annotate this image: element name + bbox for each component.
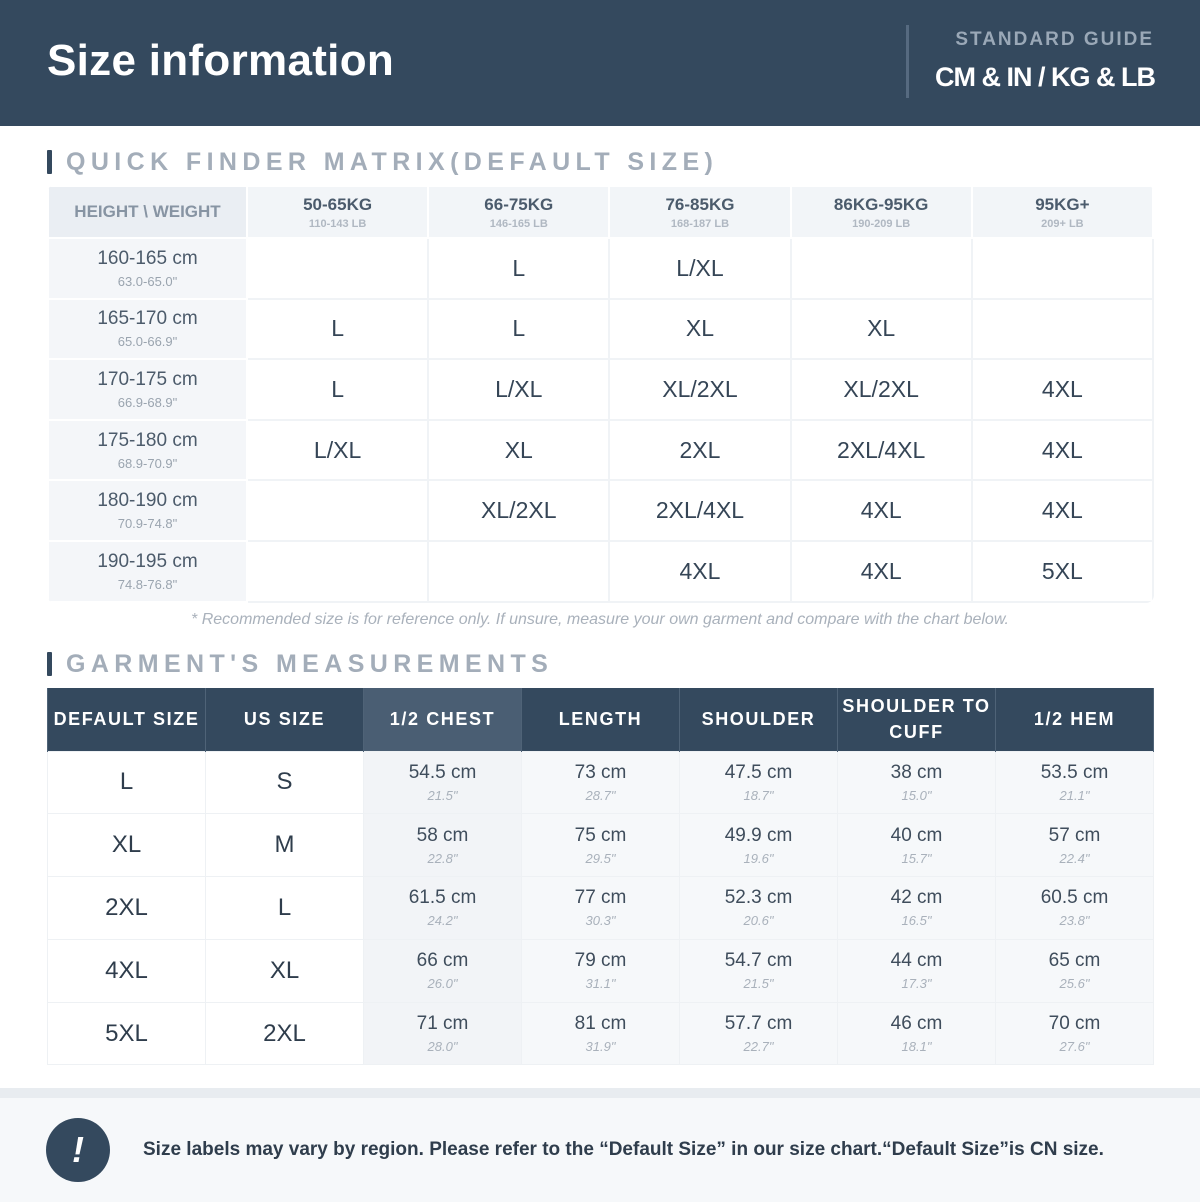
value-cm: 49.9 cm	[724, 824, 793, 846]
default-size-cell: 4XL	[48, 939, 206, 1002]
table-row	[48, 814, 1154, 877]
weight-kg: 76-85KG	[665, 194, 735, 214]
value-in: 17.3"	[901, 976, 932, 992]
measure-cell	[996, 751, 1154, 814]
matrix-row	[48, 420, 1153, 481]
value-cm: 52.3 cm	[724, 887, 793, 909]
value-cm: 79 cm	[574, 950, 627, 972]
measure-cell	[838, 877, 996, 940]
us-size-cell: XL	[206, 939, 364, 1002]
height-cm: 190-195 cm	[97, 550, 198, 572]
value-cm: 46 cm	[890, 1013, 943, 1035]
value-in: 21.5"	[743, 976, 774, 992]
garment-heading	[47, 650, 553, 678]
section-marker	[47, 150, 52, 174]
matrix-row	[48, 541, 1153, 602]
reference-note: * Recommended size is for reference only. If unsure, measure your own garment and compare with the chart below.	[191, 611, 1009, 628]
size-cell: 4XL	[791, 541, 972, 602]
default-size-cell: XL	[48, 814, 206, 877]
size-cell: XL	[791, 299, 972, 360]
col-header-half-chest: 1/2 CHEST	[364, 688, 522, 751]
size-cell: 4XL	[791, 480, 972, 541]
value-cm: 58 cm	[416, 824, 469, 846]
weight-lb: 110-143 LB	[308, 217, 367, 230]
value-in: 24.2"	[427, 913, 458, 929]
us-size-cell: S	[206, 751, 364, 814]
garment-measurements-table	[47, 688, 1154, 1065]
size-cell: XL/2XL	[791, 359, 972, 420]
size-cell	[428, 541, 609, 602]
size-cell: XL/2XL	[609, 359, 790, 420]
us-size-cell: L	[206, 877, 364, 940]
weight-kg: 50-65KG	[303, 194, 373, 214]
value-cm: 71 cm	[416, 1013, 469, 1035]
value-in: 15.0"	[901, 787, 932, 803]
value-in: 18.1"	[901, 1039, 932, 1055]
size-cell: L	[247, 359, 428, 420]
size-cell: 4XL	[972, 420, 1153, 481]
weight-lb: 146-165 LB	[489, 217, 548, 230]
weight-col-0	[247, 186, 428, 238]
weight-lb: 190-209 LB	[852, 217, 911, 230]
size-cell: L/XL	[247, 420, 428, 481]
height-label	[48, 420, 247, 481]
measure-cell	[680, 814, 838, 877]
value-in: 21.5"	[427, 787, 458, 803]
col-header-shoulder: SHOULDER	[680, 688, 838, 751]
matrix-row	[48, 238, 1153, 299]
footer-divider	[0, 1088, 1200, 1098]
height-cm: 175-180 cm	[97, 429, 198, 451]
table-row	[48, 1002, 1154, 1065]
size-cell: XL/2XL	[428, 480, 609, 541]
height-in: 65.0-66.9"	[117, 334, 178, 350]
section-marker	[47, 652, 52, 676]
value-cm: 40 cm	[890, 824, 943, 846]
measure-cell	[364, 1002, 522, 1065]
value-in: 27.6"	[1059, 1039, 1090, 1055]
height-in: 66.9-68.9"	[117, 394, 178, 410]
measure-cell	[364, 814, 522, 877]
value-in: 22.8"	[427, 850, 458, 866]
us-size-cell: 2XL	[206, 1002, 364, 1065]
col-header-shoulder-to-cuff: SHOULDER TO CUFF	[838, 688, 996, 751]
height-label	[48, 299, 247, 360]
measure-cell	[364, 751, 522, 814]
measure-cell	[522, 751, 680, 814]
value-in: 25.6"	[1059, 976, 1090, 992]
size-cell	[247, 238, 428, 299]
value-cm: 61.5 cm	[408, 887, 477, 909]
size-cell: 2XL/4XL	[791, 420, 972, 481]
value-cm: 70 cm	[1048, 1013, 1101, 1035]
height-label	[48, 541, 247, 602]
size-cell: XL	[428, 420, 609, 481]
value-in: 31.9"	[585, 1039, 616, 1055]
table-row	[48, 939, 1154, 1002]
value-in: 31.1"	[585, 976, 616, 992]
table-row	[48, 877, 1154, 940]
value-in: 28.7"	[585, 787, 616, 803]
units-label: CM & IN / KG & LB	[935, 62, 1155, 92]
quick-finder-matrix	[47, 185, 1154, 603]
default-size-cell: 2XL	[48, 877, 206, 940]
quick-finder-title: QUICK FINDER MATRIX(DEFAULT SIZE)	[66, 147, 719, 176]
measure-cell	[838, 1002, 996, 1065]
measure-cell	[996, 877, 1154, 940]
measure-cell	[522, 1002, 680, 1065]
guide-label: STANDARD GUIDE	[955, 29, 1154, 50]
value-cm: 42 cm	[890, 887, 943, 909]
value-in: 16.5"	[901, 913, 932, 929]
measure-cell	[522, 939, 680, 1002]
size-cell: 4XL	[972, 359, 1153, 420]
weight-kg: 95KG+	[1035, 194, 1090, 214]
size-cell: 4XL	[972, 480, 1153, 541]
region-notice-text: Size labels may vary by region. Please refer to the “Default Size” in our size chart.“Default Size”is CN size.	[143, 1139, 1104, 1160]
value-in: 22.4"	[1059, 850, 1090, 866]
matrix-corner-label: HEIGHT \ WEIGHT	[48, 186, 247, 238]
quick-finder-heading	[47, 148, 718, 176]
value-cm: 53.5 cm	[1040, 761, 1109, 783]
weight-col-3	[791, 186, 972, 238]
value-cm: 57 cm	[1048, 824, 1101, 846]
value-in: 15.7"	[901, 850, 932, 866]
measure-cell	[838, 939, 996, 1002]
weight-lb: 209+ LB	[1041, 217, 1084, 230]
size-cell: L/XL	[428, 359, 609, 420]
header-divider	[906, 25, 909, 98]
value-in: 29.5"	[585, 850, 616, 866]
weight-kg: 86KG-95KG	[833, 194, 929, 214]
exclamation-icon: !	[46, 1118, 110, 1182]
size-cell: L	[428, 299, 609, 360]
height-in: 70.9-74.8"	[117, 516, 178, 532]
value-cm: 66 cm	[416, 950, 469, 972]
value-in: 22.7"	[743, 1039, 774, 1055]
measure-cell	[680, 1002, 838, 1065]
col-header-half-hem: 1/2 HEM	[996, 688, 1154, 751]
value-in: 20.6"	[743, 913, 774, 929]
matrix-row	[48, 359, 1153, 420]
height-in: 63.0-65.0"	[117, 273, 178, 289]
measure-cell	[522, 814, 680, 877]
measure-cell	[364, 877, 522, 940]
value-in: 19.6"	[743, 850, 774, 866]
size-cell	[247, 480, 428, 541]
weight-kg: 66-75KG	[484, 194, 554, 214]
default-size-cell: 5XL	[48, 1002, 206, 1065]
matrix-row	[48, 480, 1153, 541]
measure-cell	[996, 1002, 1154, 1065]
col-header-default-size: DEFAULT SIZE	[48, 688, 206, 751]
weight-lb: 168-187 LB	[670, 217, 730, 230]
value-cm: 60.5 cm	[1040, 887, 1109, 909]
matrix-row	[48, 299, 1153, 360]
size-cell	[247, 541, 428, 602]
value-cm: 75 cm	[574, 824, 627, 846]
height-in: 74.8-76.8"	[117, 576, 178, 592]
value-in: 21.1"	[1059, 787, 1090, 803]
value-cm: 73 cm	[574, 761, 627, 783]
value-in: 30.3"	[585, 913, 616, 929]
height-cm: 165-170 cm	[97, 308, 198, 330]
size-cell: 2XL/4XL	[609, 480, 790, 541]
value-in: 18.7"	[743, 787, 774, 803]
value-cm: 81 cm	[574, 1013, 627, 1035]
height-cm: 170-175 cm	[97, 368, 198, 390]
value-cm: 44 cm	[890, 950, 943, 972]
value-cm: 47.5 cm	[724, 761, 793, 783]
value-cm: 54.5 cm	[408, 761, 477, 783]
height-label	[48, 359, 247, 420]
size-cell: 5XL	[972, 541, 1153, 602]
height-in: 68.9-70.9"	[117, 455, 178, 471]
value-cm: 57.7 cm	[724, 1013, 793, 1035]
garment-header-row	[48, 688, 1154, 751]
measure-cell	[680, 877, 838, 940]
us-size-cell: M	[206, 814, 364, 877]
size-cell: 4XL	[609, 541, 790, 602]
size-cell: L	[247, 299, 428, 360]
height-label	[48, 238, 247, 299]
col-header-length: LENGTH	[522, 688, 680, 751]
height-cm: 160-165 cm	[97, 247, 198, 269]
size-cell: L	[428, 238, 609, 299]
measure-cell	[838, 751, 996, 814]
measure-cell	[680, 751, 838, 814]
value-in: 28.0"	[427, 1039, 458, 1055]
measure-cell	[522, 877, 680, 940]
value-cm: 38 cm	[890, 761, 943, 783]
measure-cell	[838, 814, 996, 877]
size-cell: L/XL	[609, 238, 790, 299]
measure-cell	[680, 939, 838, 1002]
table-row	[48, 751, 1154, 814]
size-cell: 2XL	[609, 420, 790, 481]
height-cm: 180-190 cm	[97, 490, 198, 512]
measure-cell	[996, 939, 1154, 1002]
size-cell	[791, 238, 972, 299]
height-label	[48, 480, 247, 541]
size-cell	[972, 238, 1153, 299]
weight-col-2	[609, 186, 790, 238]
value-in: 23.8"	[1059, 913, 1090, 929]
weight-col-1	[428, 186, 609, 238]
value-cm: 77 cm	[574, 887, 627, 909]
footer-notice	[0, 1098, 1200, 1202]
garment-title: GARMENT'S MEASUREMENTS	[66, 649, 554, 678]
matrix-header-row	[48, 186, 1153, 238]
default-size-cell: L	[48, 751, 206, 814]
measure-cell	[364, 939, 522, 1002]
value-cm: 65 cm	[1048, 950, 1101, 972]
page-header	[0, 0, 1200, 126]
col-header-us-size: US SIZE	[206, 688, 364, 751]
value-cm: 54.7 cm	[724, 950, 793, 972]
page-title: Size information	[47, 36, 395, 85]
size-cell	[972, 299, 1153, 360]
measure-cell	[996, 814, 1154, 877]
size-cell: XL	[609, 299, 790, 360]
weight-col-4	[972, 186, 1153, 238]
value-in: 26.0"	[427, 976, 458, 992]
